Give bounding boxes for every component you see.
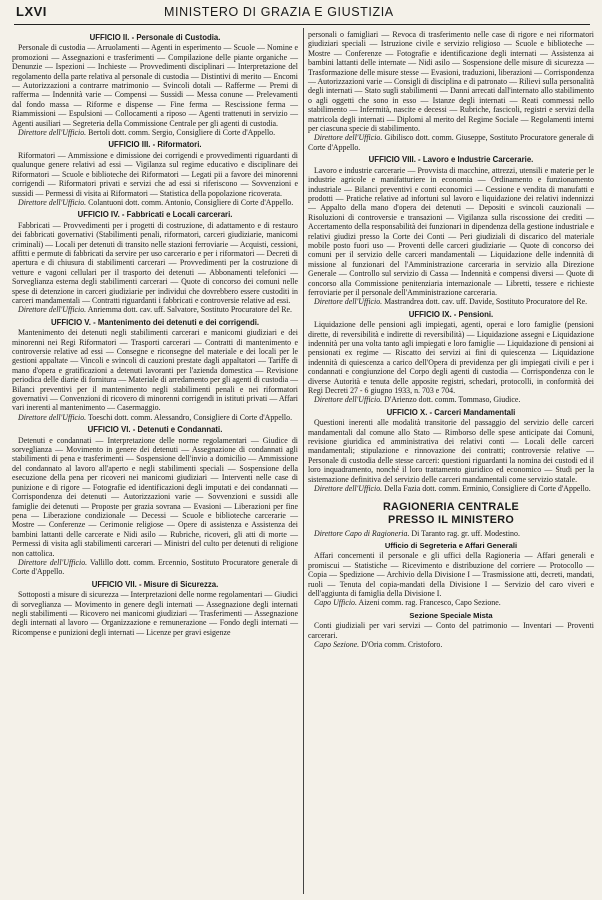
director-label: Direttore dell'Ufficio.: [18, 305, 87, 315]
director-name: Della Fazia dott. comm. Erminio, Consigliere di Corte d'Appello.: [384, 484, 591, 494]
director-label: Direttore Capo di Ragioneria.: [314, 528, 410, 538]
director-name: Gibilisco dott. comm. Giuseppe, Sostituto Procuratore generale di Corte d'Appello.: [308, 133, 595, 152]
director-name: Anriemma dott. cav. uff. Salvatore, Sostituto Procuratore del Re.: [87, 305, 292, 315]
section-heading: UFFICIO X. - Carceri Mandamentali: [386, 407, 516, 417]
section-body: Liquidazione delle pensioni agli impiegati, agenti, operai e loro famiglie (pensioni dirette, di reversibilità e indirette di reversibilità) — Liquidazione assegni e Liquidazione indennità per una volta tanto agli impiegati e loro famiglie — Liquidazione di pensioni ai pensionati ex regime — Riscatto dei servizi ai fini di quiescenza — Liquidazione indennità di quiescenza a carico dell'Opera di previdenza per gli impiegati civili e per i condannati e congiunzione del Corpo degli agenti di custodia — Corrispondenza con le diverse Autorità e tenuta delle apposite registri, schedari, protocolli, in conformità dei Regi Decreti 27 - 6 giugno 1933, n. 703 e 704.: [308, 320, 594, 396]
section-body: Affari concernenti il personale e gli uffici della Ragioneria — Affari generali e promiscui — Statistiche — Ricevimento e distribuzione del corriere — Protocollo — Copia — Spedizione — Archivio della Divisione I — Trasmissione atti, decreti, mandati, ruoli — Tenuta del copia-mandati della Divisione I — Servizio del caro viveri e dell'aggiunta di famiglia della Divisione I.: [308, 551, 594, 598]
director-line: [308, 640, 594, 649]
director-line: [308, 484, 594, 493]
section-heading: UFFICIO VI. - Detenuti e Condannati.: [87, 425, 223, 435]
director-name: Toeschi dott. comm. Alessandro, Consigliere di Corte d'Appello.: [88, 412, 293, 422]
director-label: Direttore dell'Ufficio.: [314, 484, 383, 494]
director-name: Di Taranto rag. gr. uff. Modestino.: [411, 528, 520, 538]
running-title: MINISTERO DI GRAZIA E GIUSTIZIA: [164, 5, 394, 19]
director-label: Capo Sezione.: [314, 639, 360, 649]
section-body: Questioni inerenti alle modalità transitorie del passaggio del servizio delle carceri mandamentali dal comune allo Stato — Rimborso delle spese anticipate dai Comuni, revisione giuridica ed amministrativa dei relativi conti — Locali delle carceri mandamentali; stipulazione e rinnovazione dei contratti; controversie relative — Personale di custodia delle stesse carceri: questioni riguardanti la nomina dei custodi ed il loro inquadramento, nonché il loro trattamento giuridico ed economico — Studi per la sistemazione definitiva del servizio delle carceri mandamentali come servizio statale.: [308, 418, 594, 484]
section-heading: UFFICIO VII. - Misure di Sicurezza.: [91, 579, 219, 589]
director-line: [308, 598, 594, 607]
director-name: D'Arienzo dott. comm. Tommaso, Giudice.: [384, 395, 521, 405]
section-heading: Ufficio di Segreteria e Affari Generali: [384, 540, 518, 550]
director-line: [308, 297, 594, 306]
director-label: Direttore dell'Ufficio.: [18, 557, 88, 567]
director-name: Mastrandrea dott. cav. uff. Davide, Sostituto Procuratore del Re.: [384, 297, 588, 307]
section-body: Mantenimento dei detenuti negli stabilimenti carcerari e manicomi giudiziari e dei minorenni nei Regi Riformatori — Trasporti carcerari — Contratti di mantenimento e controversie relative ad essi — Consegne e riconsegne del materiale e dei locali per le gestioni appaltate — Vincoli e svincoli di cauzioni prestate dagli appaltatori — Tariffe di mano d'opera e gratificazioni a detenuti lavoranti per l'azienda domestica — Revisione periodica delle diarie di fornitura — Materiale di arredamento per gli agenti di custodia — Bilanci preventivi per il mantenimento negli stabilimenti penali e nei riformatori governativi — Convenzioni di ricovero di minorenni corrigendi in istituti privati — Affari vari inerenti al mantenimento — Casermaggio.: [12, 328, 298, 413]
left-column: [12, 30, 298, 637]
section-heading: UFFICIO V. - Mantenimento dei detenuti e dei corrigendi.: [50, 317, 260, 327]
director-line: [308, 529, 594, 538]
section-heading: UFFICIO III. - Riformatori.: [108, 140, 202, 150]
director-label: Direttore dell'Ufficio.: [314, 133, 383, 143]
director-line: [308, 395, 594, 404]
director-name: Colantuoni dott. comm. Antonio, Consigliere di Corte d'Appello.: [88, 197, 294, 207]
director-label: Direttore dell'Ufficio.: [18, 197, 87, 207]
section-heading: UFFICIO IV. - Fabbricati e Locali carcerari.: [77, 210, 233, 220]
director-line: [12, 413, 298, 422]
section-body: Detenuti e condannati — Interpretazione delle norme regolamentari — Giudice di sorveglianza — Movimento in genere dei detenuti — Assegnazione di condannati agli stabilimenti di pena e trasferimenti — Sospensione dell'invio a domicilio — Ammissione del condannato al lavoro all'aperto e negli stabilimenti speciali — Sospensione della esecuzione della pena per ricoveri nei manicomi giudiziari — Interventi nelle case di punizione e di rigore — Fotografie ed identificazioni degli imputati e dei condannati — Corrispondenza dei detenuti — Autorizzazioni varie — Sovvenzioni e sussidi alle famiglie dei detenuti — Proposte per grazia sovrana — Evasioni — Liberazioni per fine pena — Liberazione condizionale — Decessi — Scuole e biblioteche carcerarie — Mostre — Conferenze — Cerimonie religiose — Opere di assistenza e Assistenza dei bambini lattanti delle carcerate e Nidi asilo — Rubriche, ricoveri, gli atti di morte — Permessi di visita agli stabilimenti carcerari — Ministri del culto per detenuti di religione non cattolica.: [12, 435, 298, 558]
ragioneria-heading-line1: RAGIONERIA CENTRALE: [382, 500, 520, 513]
section-body: personali o famigliari — Revoca di trasferimento nelle case di rigore e nei riformatori giudiziari speciali — Istruzione civile e servizio religioso — Scuole e biblioteche — Mostre — Conferenze — Fotografie e identificazione degli internati — Assistenza ai bambini lattanti delle internate — Nidi asilo — Sospensione delle misure di sicurezza — Trasformazione delle misure stesse — Evasioni, traduzioni, liberazioni — Corrispondenza — Autorizzazioni varie — Consigli di disciplina e di patronato — Rilievi sulla personalità degli internati — Stato sugli stabilimenti — Danni arrecati dall'internato allo stabilimento o agli oggetti che sono in esso — Istanze degli internati — Reati commessi nello stabilimento — Infermità, nascite e decessi — Rubriche, fascicoli, registri e servizi della matricola degli internati — Diplomi al merito del Regime Sociale — Regolamenti interni per ciascuna specie di stabilimento.: [308, 30, 594, 134]
ragioneria-heading: [308, 501, 594, 527]
section-body: Personale di custodia — Arruolamenti — Agenti in esperimento — Scuole — Nomine e promozioni — Assegnazioni e trasferimenti — Compilazione delle piante organiche — Denunzie — Ispezioni — Inchieste — Provvedimenti disciplinari — Interpretazione del regolamento della parte relativa al personale di custodia — Distintivi di merito — Encomi — Autorizzazioni a contrarre matrimonio — Svincoli dotali — Rafferme — Premi di rafferma — Indennità varie — Compensi — Sussidi — Messa conune — Prelevamenti dal fondo massa — Riforme e dispense — Fine ferma — Rescissione ferma — Riammissioni — Espulsioni — Collocamenti a riposo — Agenti trattenuti in servizio — Agenti ausiliari — Segreteria della Commissione Centrale per gli agenti di custodia.: [12, 43, 298, 128]
director-line: [12, 198, 298, 207]
section-heading: Sezione Speciale Mista: [409, 610, 493, 620]
ragioneria-heading-line2: PRESSO IL MINISTERO: [387, 513, 515, 526]
director-label: Capo Ufficio.: [314, 598, 357, 608]
director-label: Direttore dell'Ufficio.: [18, 128, 87, 138]
section-body: Fabbricati — Provvedimenti per i progetti di costruzione, di adattamento e di restauro dei fabbricati governativi (Stabilimenti penali, riformatori, carceri giudiziarie, manicomi criminali) — Locali per detenuti di transito nelle stazioni ferroviarie — Acquisti, cessioni, affitti e permute di fabbricati da servire per uso carcerario e per i riformatori — Decreti di apertura e di chiusura di stabilimenti carcerari — Provvedimenti per la costruzione di vetture e vagoni cellulari per il trasporto dei detenuti — Abbonamenti telefonici — Sorveglianza esterna degli stabilimenti carcerari — Quote di concorso dei comuni nelle spese di detenzione in carceri giudiziarie per individui che dovrebbero essere custoditi in carceri mandamentali — Contratti riguardanti i fabbricati e controversie relative ad essi.: [12, 220, 298, 305]
director-name: Bertoli dott. comm. Sergio, Consigliere di Corte d'Appello.: [88, 128, 276, 138]
section-heading: UFFICIO IX. - Pensioni.: [408, 309, 494, 319]
section-body: Lavoro e industrie carcerarie — Provvista di macchine, attrezzi, utensili e materie per le industrie agricole e manifatturiere in economia — Ordinamento e funzionamento industriale — Bilanci preventivi e conti economici — Cessione e vendita di manufatti e prodotti — Pratiche relative ad infortuni sul lavoro e liquidazione dei relativi indennizzi — Appalto della mano d'opera dei detenuti — Depositi e svincoli cauzionali — Risoluzioni di controversie e transazioni — Vigilanza sulla riscossione dei crediti — Accertamento della responsabilità dei funzionari in dipendenza della gestione industriale e relativi giudizi presso la Corte dei Conti — Peri giudiziali di discarico del materiale mobile posto fuori uso — Proventi delle carceri giudiziarie — Quote di concorso dei comuni per il servizio delle carceri mandamentali — Liquidazione delle indennità di missione al funzionari del l'Amministrazione carceraria in servizio alla Direzione Generale — Controllo sul servizio di Cassa — Indennità e compensi diversi — Quote di concorso alla Commissione penitenziaria internazionale — Libretti, tessere e richieste ferroviarie per il personale dell'Amministrazione carceraria.: [308, 165, 594, 297]
director-line: [12, 128, 298, 137]
page-number: LXVI: [16, 4, 47, 19]
section-heading: UFFICIO VIII. - Lavoro e Industrie Carcerarie.: [368, 155, 534, 165]
director-name: Aizeni comm. rag. Francesco, Capo Sezione.: [358, 598, 501, 608]
director-label: Direttore dell'Ufficio.: [314, 395, 383, 405]
section-body: Riformatori — Ammissione e dimissione dei corrigendi e provvedimenti riguardanti di qualunque genere relativi ad essi — Vigilanza sul regime educativo e disciplinare dei Riformatori — Scuole e biblioteche dei Riformatori — Legati pii a favore dei minorenni corrigendi — Riformatori privati e servizi che ad essi si riferiscono — Sovvenzioni e sussidi — Permessi di visita ai Riformatori — Statistica della popolazione ricoverata.: [12, 150, 298, 198]
director-label: Direttore dell'Ufficio.: [18, 412, 87, 422]
director-label: Direttore dell'Ufficio.: [314, 297, 383, 307]
section-body: Sottoposti a misure di sicurezza — Interpretazioni delle norme regolamentari — Giudici di sorveglianza — Movimento in genere degli internati — Assegnazione degli internati negli stabilimenti — Ricovero nei manicomi giudiziari — Trasferimenti — Assegnazione degli internati al lavoro — Organizzazione e remunerazione — Fondo degli internati — Ricompense e punizioni degli internati — Licenze per gravi esigenze: [12, 590, 298, 637]
page-header: [14, 4, 590, 25]
section-body: Conti giudiziali per vari servizi — Conto del patrimonio — Inventari — Proventi carcerari.: [308, 621, 594, 640]
section-heading: UFFICIO II. - Personale di Custodia.: [89, 33, 221, 42]
director-name: Vallillo dott. comm. Ercennio, Sostituto Procuratore generale di Corte d'Appello.: [12, 557, 298, 577]
column-divider: [303, 28, 304, 894]
right-column: [308, 30, 594, 651]
director-name: D'Oria comm. Cristoforo.: [361, 639, 443, 649]
director-line: [12, 305, 298, 314]
director-line: [308, 133, 594, 152]
director-line: [12, 558, 298, 577]
